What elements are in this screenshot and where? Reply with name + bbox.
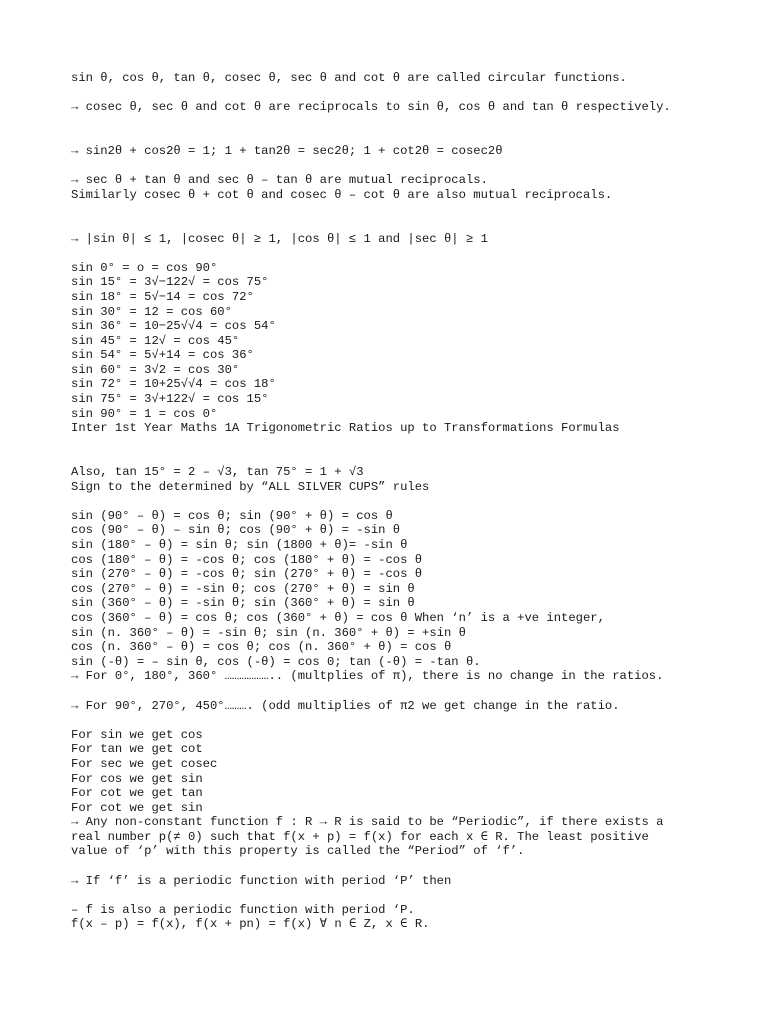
- document-body: [71, 71, 751, 932]
- text-line: → Any non-constant function f : R → R is said to be “Periodic”, if there exists a: [71, 815, 664, 830]
- text-block: [71, 465, 751, 494]
- paragraph-gap: [71, 888, 751, 903]
- text-line: → sin2θ + cos2θ = 1; 1 + tan2θ = sec2θ; 1 + cot2θ = cosec2θ: [71, 143, 503, 158]
- text-block: [71, 144, 751, 159]
- paragraph-gap: [71, 713, 751, 728]
- text-line: cos (270° – θ) = -sin θ; cos (270° + θ) = sin θ: [71, 581, 415, 596]
- text-line: sin (90° – θ) = cos θ; sin (90° + θ) = cos θ: [71, 508, 393, 523]
- text-block: [71, 173, 751, 202]
- text-block: [71, 903, 751, 932]
- text-line: For cot we get sin: [71, 800, 203, 815]
- text-line: sin 75° = 3√+122√ = cos 15°: [71, 392, 269, 407]
- text-line: f(x – p) = f(x), f(x + pn) = f(x) ∀ n ∈ Z, x ∈ R.: [71, 917, 430, 932]
- text-line: For cos we get sin: [71, 771, 203, 786]
- text-line: Sign to the determined by “ALL SILVER CUPS” rules: [71, 479, 430, 494]
- text-line: → For 0°, 180°, 360° ……………….. (multplies of π), there is no change in the ratios.: [71, 669, 664, 684]
- text-line: Also, tan 15° = 2 – √3, tan 75° = 1 + √3: [71, 465, 364, 480]
- text-line: sin (360° – θ) = -sin θ; sin (360° + θ) = sin θ: [71, 596, 415, 611]
- text-block: [71, 232, 751, 247]
- text-line: Inter 1st Year Maths 1A Trigonometric Ratios up to Transformations Formulas: [71, 421, 620, 436]
- paragraph-gap: [71, 159, 751, 174]
- text-line: For cot we get tan: [71, 786, 203, 801]
- text-block: [71, 100, 751, 115]
- text-block: [71, 261, 751, 436]
- paragraph-gap: [71, 494, 751, 509]
- text-line: For sec we get cosec: [71, 756, 218, 771]
- text-line: → If ‘f’ is a periodic function with period ‘P’ then: [71, 873, 452, 888]
- paragraph-gap: [71, 115, 751, 144]
- text-line: sin (180° – θ) = sin θ; sin (1800 + θ)= -sin θ: [71, 538, 408, 552]
- text-line: value of ‘p’ with this property is called the “Period” of ‘f’.: [71, 844, 525, 859]
- paragraph-gap: [71, 684, 751, 699]
- text-line: – f is also a periodic function with period ‘P.: [71, 902, 415, 917]
- text-line: sin 15° = 3√−122√ = cos 75°: [71, 275, 269, 290]
- text-line: sin 72° = 10+25√√4 = cos 18°: [71, 377, 276, 392]
- text-line: sin 90° = 1 = cos 0°: [71, 406, 218, 421]
- text-line: cos (n. 360° – θ) = cos θ; cos (n. 360° + θ) = cos θ: [71, 640, 452, 655]
- text-block: [71, 71, 751, 86]
- text-line: sin 30° = 12 = cos 60°: [71, 304, 232, 319]
- text-line: sin (270° – θ) = -cos θ; sin (270° + θ) = -cos θ: [71, 567, 423, 582]
- text-line: real number p(≠ 0) such that f(x + p) = f(x) for each x ∈ R. The least positive: [71, 829, 649, 844]
- text-block: [71, 509, 751, 684]
- text-line: sin (n. 360° – θ) = -sin θ; sin (n. 360° + θ) = +sin θ: [71, 625, 466, 640]
- text-line: sin 36° = 10−25√√4 = cos 54°: [71, 319, 276, 334]
- text-line: cos (90° – θ) – sin θ; cos (90° + θ) = -sin θ: [71, 523, 401, 538]
- text-line: sin 60° = 3√2 = cos 30°: [71, 362, 240, 377]
- text-line: → For 90°, 270°, 450°………. (odd multiplies of π2 we get change in the ratio.: [71, 698, 620, 713]
- text-line: → cosec θ, sec θ and cot θ are reciprocals to sin θ, cos θ and tan θ respectively.: [71, 100, 671, 115]
- text-line: sin θ, cos θ, tan θ, cosec θ, sec θ and cot θ are called circular functions.: [71, 71, 627, 85]
- text-line: cos (360° – θ) = cos θ; cos (360° + θ) = cos θ When ‘n’ is a +ve integer,: [71, 610, 605, 625]
- text-line: sin 0° = o = cos 90°: [71, 260, 218, 275]
- paragraph-gap: [71, 859, 751, 874]
- paragraph-gap: [71, 202, 751, 231]
- text-line: → |sin θ| ≤ 1, |cosec θ| ≥ 1, |cos θ| ≤ 1 and |sec θ| ≥ 1: [71, 231, 488, 246]
- paragraph-gap: [71, 436, 751, 465]
- paragraph-gap: [71, 246, 751, 261]
- text-block: [71, 874, 751, 889]
- paragraph-gap: [71, 86, 751, 101]
- text-line: Similarly cosec θ + cot θ and cosec θ – cot θ are also mutual reciprocals.: [71, 187, 613, 202]
- text-line: sin 45° = 12√ = cos 45°: [71, 333, 240, 348]
- text-block: [71, 699, 751, 714]
- text-line: sin 54° = 5√+14 = cos 36°: [71, 348, 254, 363]
- text-line: cos (180° – θ) = -cos θ; cos (180° + θ) = -cos θ: [71, 552, 423, 567]
- text-line: For sin we get cos: [71, 727, 203, 742]
- text-line: sin 18° = 5√−14 = cos 72°: [71, 289, 254, 304]
- text-block: [71, 728, 751, 859]
- text-line: → sec θ + tan θ and sec θ – tan θ are mutual reciprocals.: [71, 173, 488, 188]
- text-line: For tan we get cot: [71, 742, 203, 757]
- text-line: sin (-θ) = – sin θ, cos (-θ) = cos 0; tan (-θ) = -tan θ.: [71, 654, 481, 669]
